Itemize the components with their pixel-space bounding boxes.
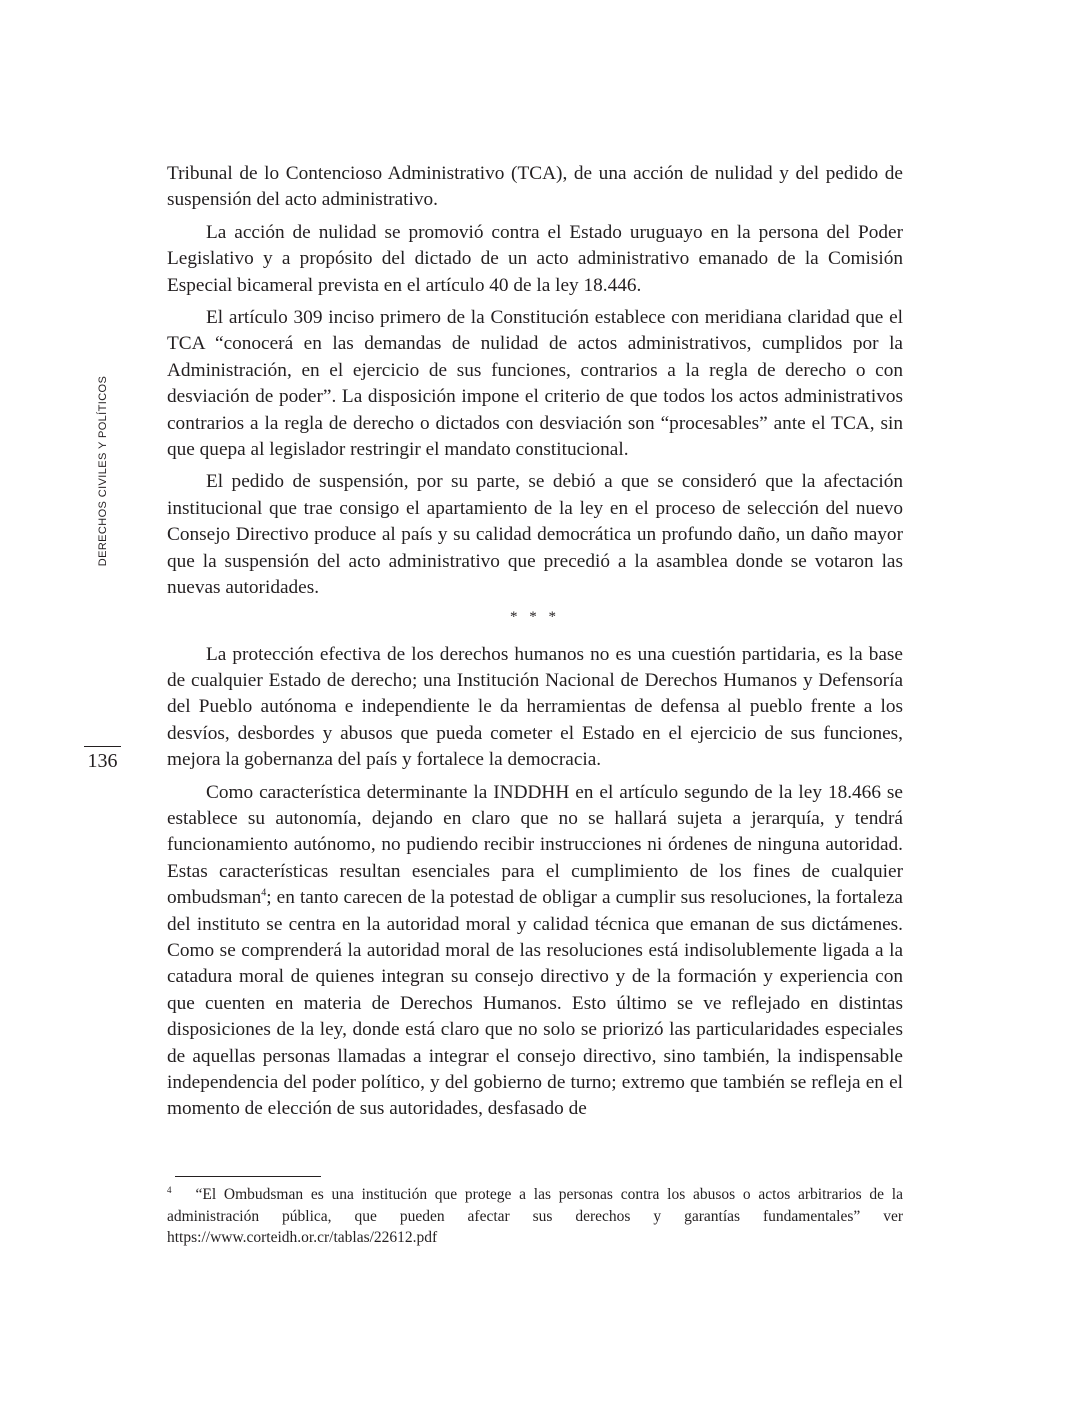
footnote-text: “El Ombudsman es una institución que protege a las personas contra los abusos o actos arbitrarios de la administración pública, que pueden afectar sus derechos y garantías fundamentales” ver https://www.corteidh.or.cr/tablas/22612.pdf [167, 1186, 903, 1246]
main-text [167, 161, 903, 1129]
footnote [167, 1184, 903, 1249]
paragraph-text-before-ref: Como característica determinante la INDDHH en el artículo segundo de la ley 18.466 se establece su autonomía, dejando en claro que no se hallará sujeta a jerarquía, y tendrá funcionamiento autónomo, no pudiendo recibir instrucciones ni órdenes de ninguna autoridad. Estas características resultan esenciales para el cumplimiento de los fines de cualquier ombudsman [167, 781, 903, 909]
paragraph-pedido-suspension: El pedido de suspensión, por su parte, se debió a que se consideró que la afectación institucional que trae consigo el apartamiento de la ley en el proceso de selección del nuevo Consejo Directivo produce al país y su calidad democrática un profundo daño, un daño mayor que la suspensión del acto administrativo que precedió a la asamblea donde se votaron las nuevas autoridades. [167, 471, 903, 599]
footnote-marker: 4 [167, 1184, 172, 1195]
paragraph-articulo-309: El artículo 309 inciso primero de la Constitución establece con meridiana claridad que el TCA “conocerá en las demandas de nulidad de actos administrativos, cumplidos por la Administración, en el ejercicio de sus funciones, contrarios a la regla de derecho o con desviación de poder”. La disposición impone el criterio de que todos los actos administrativos contrarios a la regla de derecho o dictados con desviación son “procesables” ante el TCA, sin que quepa al legislador restringir el mandato constitucional. [167, 307, 903, 461]
footnote-reference[interactable]: 4 [261, 887, 267, 899]
paragraph-continuation: Tribunal de lo Contencioso Administrativo (TCA), de una acción de nulidad y del pedido de suspensión del acto administrativo. [167, 163, 903, 211]
paragraph-caracteristica-inddhh [167, 780, 903, 1123]
section-separator: * * * [510, 608, 560, 625]
paragraph-proteccion-derechos: La protección efectiva de los derechos humanos no es una cuestión partidaria, es la base de cualquier Estado de derecho; una Institución Nacional de Derechos Humanos y Defensoría del Pueblo autónoma e independiente le da herramientas de defensa al pueblo frente a los desvíos, desbordes y abusos que pueda cometer el Estado en el ejercicio de sus funciones, mejora la gobernanza del país y fortalece la democracia. [167, 643, 903, 771]
paragraph-accion-nulidad: La acción de nulidad se promovió contra el Estado uruguayo en la persona del Poder Legislativo y a propósito del dictado de un acto administrativo emanado de la Comisión Especial bicameral prevista en el artículo 40 de la ley 18.446. [167, 221, 903, 296]
page-number: 136 [87, 750, 118, 772]
running-head-vertical: DERECHOS CIVILES Y POLÍTICOS [97, 375, 109, 567]
paragraph-text-after-ref: ; en tanto carecen de la potestad de obligar a cumplir sus resoluciones, la fortaleza del instituto se centra en la autoridad moral y calidad técnica que emanan de sus dictámenes. Como se comprenderá la autoridad moral de las resoluciones está indisolublemente ligada a la catadura moral de quienes integran su consejo directivo y de la formación y experiencia con que cuenten en materia de Derechos Humanos. Esto último se ve reflejado en distintas disposiciones de la ley, donde está claro que no solo se priorizó las particularidades especiales de aquellas personas llamadas a integrar el consejo directivo, sino también, la indispensable independencia del poder político, y del gobierno de turno; extremo que también se refleja en el momento de elección de sus autoridades, desfasado de [167, 887, 903, 1120]
footnote-rule [175, 1176, 321, 1177]
